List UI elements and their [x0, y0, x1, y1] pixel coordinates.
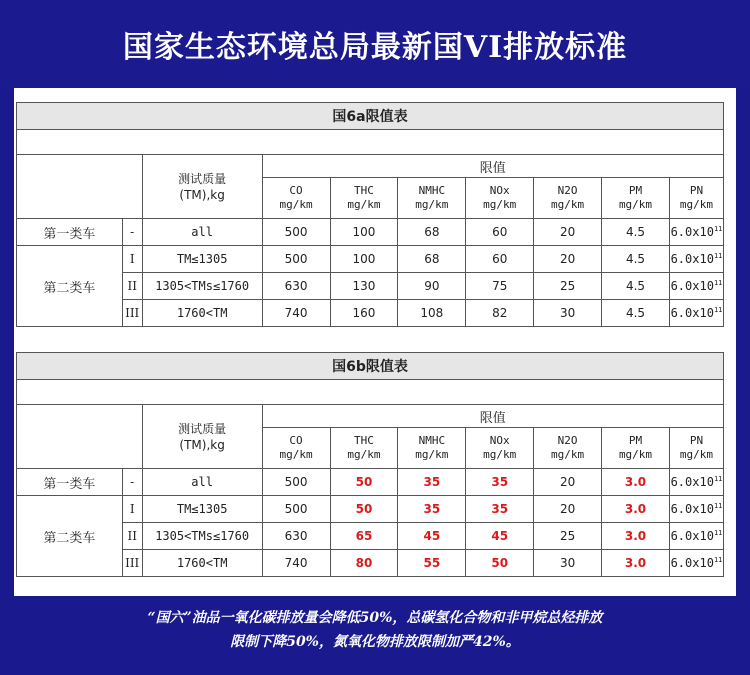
table-row [17, 219, 724, 246]
footer-note [0, 606, 750, 675]
value-n2o: 30 [534, 550, 602, 577]
emission-table-6b [16, 352, 724, 577]
class-cell: III [122, 300, 142, 327]
value-n2o: 30 [534, 300, 602, 327]
table-row [17, 273, 724, 300]
value-co: 630 [262, 523, 330, 550]
value-co: 630 [262, 273, 330, 300]
column-unit: mg/km [483, 198, 517, 211]
header-empty-cell [17, 155, 143, 219]
pn-exponent: 11 [713, 502, 723, 510]
mass-header [142, 405, 262, 469]
value-co: 740 [262, 300, 330, 327]
column-name: CO [289, 434, 303, 447]
value-thc: 100 [330, 246, 398, 273]
mass-cell: 1760<TM [142, 300, 262, 327]
value-n2o: 20 [534, 246, 602, 273]
column-unit: mg/km [415, 448, 449, 461]
column-unit: mg/km [679, 198, 714, 211]
value-nmhc: 90 [398, 273, 466, 300]
value-co: 500 [262, 469, 330, 496]
value-nox: 60 [466, 219, 534, 246]
pn-exponent: 11 [713, 556, 723, 564]
value-co: 500 [262, 219, 330, 246]
value-n2o: 20 [534, 219, 602, 246]
header-empty-cell [17, 405, 143, 469]
value-nox: 45 [466, 523, 534, 550]
mass-cell: 1305<TMs≤1760 [142, 273, 262, 300]
column-header-nox [466, 178, 534, 219]
value-nmhc: 35 [398, 496, 466, 523]
column-unit: mg/km [347, 448, 381, 461]
class-cell: - [122, 469, 142, 496]
column-name: N2O [557, 434, 578, 447]
value-nmhc: 35 [398, 469, 466, 496]
column-name: N2O [557, 184, 578, 197]
column-unit: mg/km [679, 448, 714, 461]
category-first-class: 第一类车 [17, 219, 123, 246]
column-header-n2o [534, 428, 602, 469]
limits-header: 限值 [262, 155, 723, 178]
class-cell: III [122, 550, 142, 577]
column-unit: mg/km [347, 198, 381, 211]
mass-header-line-2: (TM),kg [179, 187, 225, 202]
value-pm: 4.5 [602, 300, 670, 327]
column-name: PN [689, 434, 704, 447]
mass-header-line-2: (TM),kg [179, 437, 225, 452]
table-row [17, 523, 724, 550]
value-pm: 4.5 [602, 273, 670, 300]
table-caption: 国6b限值表 [17, 353, 724, 380]
value-co: 500 [262, 496, 330, 523]
value-pm: 3.0 [602, 469, 670, 496]
value-pm: 3.0 [602, 523, 670, 550]
value-nox: 35 [466, 496, 534, 523]
column-name: THC [354, 184, 374, 197]
category-second-class: 第二类车 [17, 246, 123, 327]
pn-exponent: 11 [713, 252, 723, 260]
class-cell: I [122, 246, 142, 273]
pn-exponent: 11 [713, 529, 723, 537]
value-pn: $6.0x10^{11}$ [669, 523, 723, 550]
value-nox: 82 [466, 300, 534, 327]
value-nmhc: 45 [398, 523, 466, 550]
value-pn: $6.0x10^{11}$ [669, 300, 723, 327]
value-thc: 80 [330, 550, 398, 577]
value-thc: 65 [330, 523, 398, 550]
value-pm: 4.5 [602, 246, 670, 273]
pn-exponent: 11 [713, 475, 723, 483]
column-name: CO [289, 184, 303, 197]
mass-header-line-1: 测试质量 [178, 421, 227, 436]
pn-exponent: 11 [713, 279, 723, 287]
value-pm: 4.5 [602, 219, 670, 246]
value-nox: 75 [466, 273, 534, 300]
column-name: PM [628, 184, 643, 197]
class-cell: - [122, 219, 142, 246]
value-thc: 160 [330, 300, 398, 327]
blank-row [17, 380, 724, 405]
value-pn: $6.0x10^{11}$ [669, 246, 723, 273]
column-unit: mg/km [618, 198, 653, 211]
column-name: NMHC [418, 184, 446, 197]
class-cell: I [122, 496, 142, 523]
column-header-nmhc [398, 178, 466, 219]
table-row [17, 300, 724, 327]
footer-line-1: “国六”油品一氧化碳排放量会降低50%，总碳氢化合物和非甲烷总烃排放 [147, 610, 603, 626]
value-n2o: 25 [534, 273, 602, 300]
emission-table-6a [16, 102, 724, 327]
table-row [17, 246, 724, 273]
value-thc: 100 [330, 219, 398, 246]
footer-line-2: 限制下降50%，氮氧化物排放限制加严42%。 [230, 634, 520, 650]
column-name: PM [628, 434, 643, 447]
column-unit: mg/km [551, 448, 585, 461]
column-header-pm [602, 428, 670, 469]
column-header-thc [330, 428, 398, 469]
column-name: NOx [489, 184, 510, 197]
value-nox: 50 [466, 550, 534, 577]
mass-cell: 1305<TMs≤1760 [142, 523, 262, 550]
mass-cell: all [142, 469, 262, 496]
table-row [17, 550, 724, 577]
column-unit: mg/km [483, 448, 517, 461]
value-thc: 50 [330, 496, 398, 523]
column-header-pm [602, 178, 670, 219]
value-n2o: 25 [534, 523, 602, 550]
mass-header [142, 155, 262, 219]
mass-cell: TM≤1305 [142, 496, 262, 523]
pn-exponent: 11 [713, 306, 723, 314]
column-header-pn [669, 428, 723, 469]
limits-header: 限值 [262, 405, 723, 428]
value-thc: 130 [330, 273, 398, 300]
title-bar [0, 0, 750, 88]
class-cell: II [122, 523, 142, 550]
column-unit: mg/km [279, 448, 313, 461]
column-name: THC [354, 434, 374, 447]
mass-cell: 1760<TM [142, 550, 262, 577]
value-nmhc: 68 [398, 219, 466, 246]
table-caption: 国6a限值表 [17, 103, 724, 130]
value-co: 740 [262, 550, 330, 577]
column-unit: mg/km [279, 198, 313, 211]
value-nmhc: 55 [398, 550, 466, 577]
column-name: NMHC [418, 434, 446, 447]
column-header-pn [669, 178, 723, 219]
value-pm: 3.0 [602, 496, 670, 523]
mass-header-line-1: 测试质量 [178, 171, 227, 186]
table-row [17, 469, 724, 496]
value-nmhc: 108 [398, 300, 466, 327]
column-header-n2o [534, 178, 602, 219]
column-header-co [262, 428, 330, 469]
category-first-class: 第一类车 [17, 469, 123, 496]
category-second-class: 第二类车 [17, 496, 123, 577]
column-name: NOx [489, 434, 510, 447]
mass-cell: TM≤1305 [142, 246, 262, 273]
column-header-thc [330, 178, 398, 219]
value-co: 500 [262, 246, 330, 273]
column-header-co [262, 178, 330, 219]
column-unit: mg/km [618, 448, 653, 461]
value-pn: $6.0x10^{11}$ [669, 550, 723, 577]
value-pn: $6.0x10^{11}$ [669, 219, 723, 246]
value-pn: $6.0x10^{11}$ [669, 469, 723, 496]
value-pn: $6.0x10^{11}$ [669, 496, 723, 523]
value-n2o: 20 [534, 496, 602, 523]
value-pn: $6.0x10^{11}$ [669, 273, 723, 300]
value-thc: 50 [330, 469, 398, 496]
table-row [17, 496, 724, 523]
class-cell: II [122, 273, 142, 300]
value-nox: 35 [466, 469, 534, 496]
column-unit: mg/km [551, 198, 585, 211]
pn-exponent: 11 [713, 225, 723, 233]
column-name: PN [689, 184, 704, 197]
page-title: 国家生态环境总局最新国VI排放标准 [122, 30, 628, 65]
value-n2o: 20 [534, 469, 602, 496]
value-nmhc: 68 [398, 246, 466, 273]
column-header-nmhc [398, 428, 466, 469]
value-nox: 60 [466, 246, 534, 273]
column-unit: mg/km [415, 198, 449, 211]
value-pm: 3.0 [602, 550, 670, 577]
mass-cell: all [142, 219, 262, 246]
column-header-nox [466, 428, 534, 469]
blank-row [17, 130, 724, 155]
